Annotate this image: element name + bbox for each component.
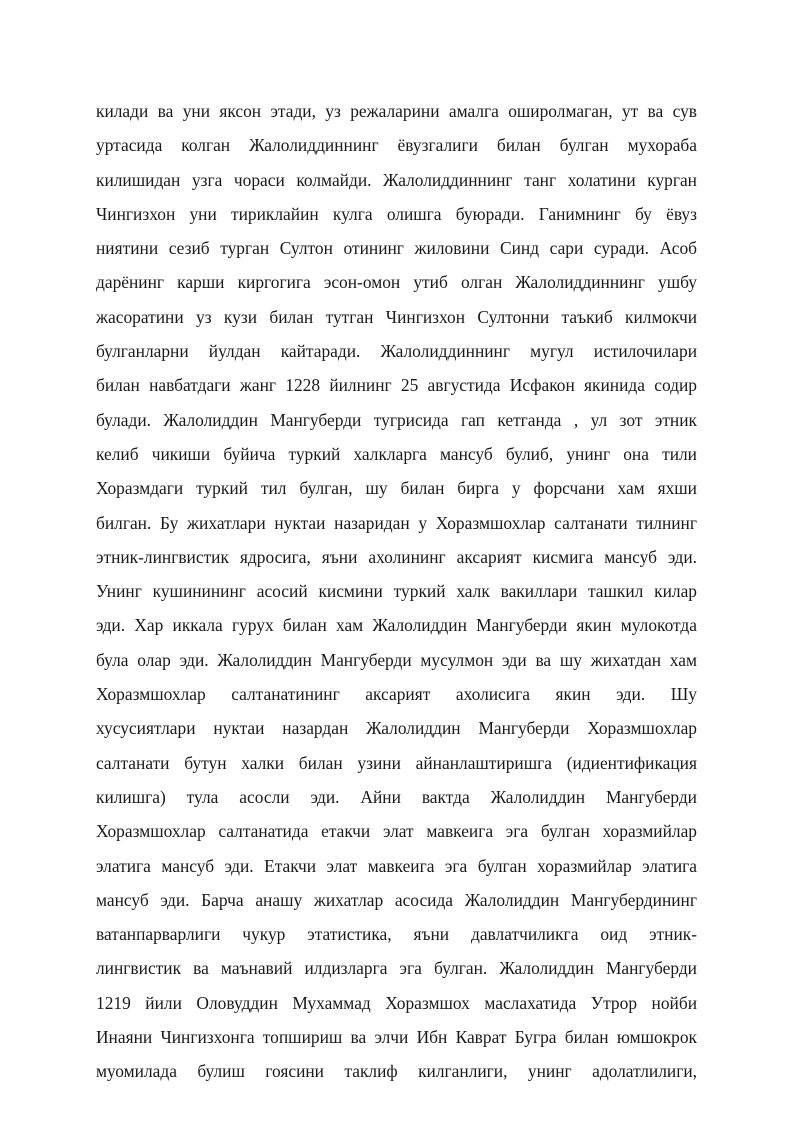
text-line: булганларни йулдан кайтаради. Жалолиддиннинг мугул истилочилари [96, 341, 697, 362]
text-line: ниятини сезиб турган Султон отининг жиловини Синд сари суради. Асоб [96, 238, 697, 259]
text-line: ватанпарварлиги чукур этатистика, яъни давлатчиликга оид этник- [96, 924, 697, 945]
text-line: келиб чикиши буйича туркий халкларга мансуб булиб, унинг она тили [96, 443, 697, 464]
text-line: Унинг кушинининг асосий кисмини туркий халк вакиллари ташкил килар [96, 581, 697, 602]
text-line: билган. Бу жихатлари нуктаи назаридан у Хоразмшохлар салтанати тилнинг [96, 512, 697, 533]
text-line: Хоразмшохлар салтанатининг аксарият ахолисига якин эди. Шу [96, 684, 697, 705]
text-line: булади. Жалолиддин Мангуберди тугрисида гап кетганда , ул зот этник [96, 409, 697, 430]
text-line: Чингизхон уни тириклайин кулга олишга буюради. Ганимнинг бу ёвуз [96, 203, 697, 224]
text-line: 1219 йили Оловуддин Мухаммад Хоразмшох маслахатида Утрор нойби [96, 992, 697, 1013]
text-line: дарёнинг карши киргогига эсон-омон утиб олган Жалолиддиннинг ушбу [96, 272, 697, 293]
text-line: салтанати бутун халки билан узини айнанлаштиришга (идиентификация [96, 752, 697, 773]
text-line: килади ва уни яксон этади, уз режаларини амалга оширолмаган, ут ва сув [96, 101, 697, 121]
text-line: килишидан узга чораси колмайди. Жалолиддиннинг танг холатини курган [96, 169, 697, 190]
text-line: була олар эди. Жалолиддин Мангуберди мусулмон эди ва шу жихатдан хам [96, 649, 697, 670]
text-line: лингвистик ва маънавий илдизларга эга булган. Жалолиддин Мангуберди [96, 958, 697, 979]
text-line: билан навбатдаги жанг 1228 йилнинг 25 августида Исфакон якинида содир [96, 375, 697, 396]
text-line: Хоразмдаги туркий тил булган, шу билан бирга у форсчани хам яхши [96, 478, 697, 499]
text-line: эди. Хар иккала гурух билан хам Жалолиддин Мангуберди якин мулокотда [96, 615, 697, 636]
text-line: этник-лингвистик ядросига, яъни ахолининг аксарият кисмига мансуб эди. [96, 546, 697, 567]
text-line: уртасида колган Жалолиддиннинг ёвузгалиги билан булган мухораба [96, 135, 697, 156]
text-line: хусусиятлари нуктаи назардан Жалолиддин Мангуберди Хоразмшохлар [96, 718, 697, 739]
body-text [96, 94, 697, 1089]
text-line: муомилада булиш гоясини таклиф килганлиги, унинг адолатлилиги, [96, 1061, 697, 1082]
text-line: Хоразмшохлар салтанатида етакчи элат мавкеига эга булган хоразмийлар [96, 821, 697, 842]
text-line: килишга) тула асосли эди. Айни вактда Жалолиддин Мангуберди [96, 786, 697, 807]
text-line: Инаяни Чингизхонга топшириш ва элчи Ибн Каврат Бугра билан юмшокрок [96, 1027, 697, 1048]
text-line: элатига мансуб эди. Етакчи элат мавкеига эга булган хоразмийлар элатига [96, 855, 697, 876]
text-line: мансуб эди. Барча анашу жихатлар асосида Жалолиддин Мангубердининг [96, 889, 697, 910]
text-line: жасоратини уз кузи билан тутган Чингизхон Султонни таъкиб килмокчи [96, 306, 697, 327]
